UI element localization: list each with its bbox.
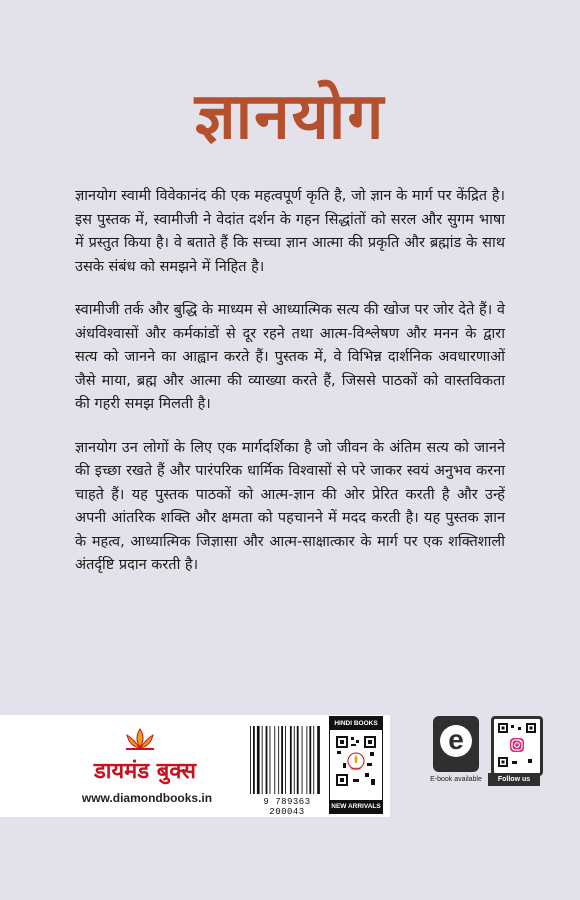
description-paragraph-1: ज्ञानयोग स्वामी विवेकानंद की एक महत्वपूर्ण कृति है, जो ज्ञान के मार्ग पर केंद्रित है। इस पुस्तक में, स्वामीजी ने वेदांत दर्शन के गहन सिद्धांतों को सरल और सुगम भाषा में प्रस्तुत किया है। वे बताते हैं कि सच्चा ज्ञान आत्मा की प्रकृति और ब्रह्मांड के साथ उसके संबंध को समझने में निहित है। bbox=[75, 188, 505, 275]
ebook-badge[interactable] bbox=[433, 716, 479, 772]
publisher-name: डायमंड बुक्स bbox=[93, 759, 197, 784]
lotus-logo-icon bbox=[123, 727, 157, 753]
qr-code-icon bbox=[335, 735, 377, 787]
ebook-label: E-book available bbox=[430, 776, 482, 783]
description-paragraph-2: स्वामीजी तर्क और बुद्धि के माध्यम से आध्यात्मिक सत्य की खोज पर जोर देते हैं। वे अंधविश्वासों और कर्मकांडों से दूर रहने तथा आत्म-विश्लेषण और मनन के द्वारा सत्य को जानने का आह्वान करते हैं। पुस्तक में, वे विभिन्न दार्शनिक अवधारणाओं जैसे माया, ब्रह्म और आत्मा की व्याख्या करते हैं, जिससे पाठकों को वास्तविकता की गहरी समझ मिलती है। bbox=[75, 302, 505, 412]
instagram-follow-label: Follow us bbox=[488, 773, 540, 786]
description-paragraph-3: ज्ञानयोग उन लोगों के लिए एक मार्गदर्शिका है जो जीवन के अंतिम सत्य को जानने की इच्छा रखते हैं और पारंपरिक धार्मिक विश्वासों से परे जाकर स्वयं अनुभव करना चाहते हैं। यह पुस्तक पाठकों को आत्म-ज्ञान की ओर प्रेरित करती है और उन्हें अपनी आंतरिक शक्ति और क्षमता को पहचानने में मदद करती है। यह पुस्तक ज्ञान के महत्व, आध्यात्मिक जिज्ञासा और आत्म-साक्षात्कार के मार्ग पर एक शक्तिशाली अंतर्दृष्टि प्रदान करती है। bbox=[75, 439, 505, 573]
publisher-url[interactable]: www.diamondbooks.in bbox=[81, 791, 213, 805]
isbn-barcode bbox=[248, 724, 324, 796]
book-description bbox=[75, 185, 505, 598]
qr-center-label: HINDI bbox=[350, 766, 362, 771]
instagram-qr-icon bbox=[498, 723, 536, 769]
book-title: ज्ञानयोग bbox=[194, 80, 386, 154]
hindi-books-qr-card[interactable] bbox=[329, 716, 383, 814]
qr-card-header: HINDI BOOKS bbox=[330, 717, 382, 730]
ebook-e-icon: e bbox=[440, 725, 472, 757]
isbn-number: 9 789363 200043 bbox=[263, 797, 311, 817]
qr-card-footer: NEW ARRIVALS bbox=[330, 800, 382, 813]
instagram-qr-card[interactable] bbox=[491, 716, 543, 776]
